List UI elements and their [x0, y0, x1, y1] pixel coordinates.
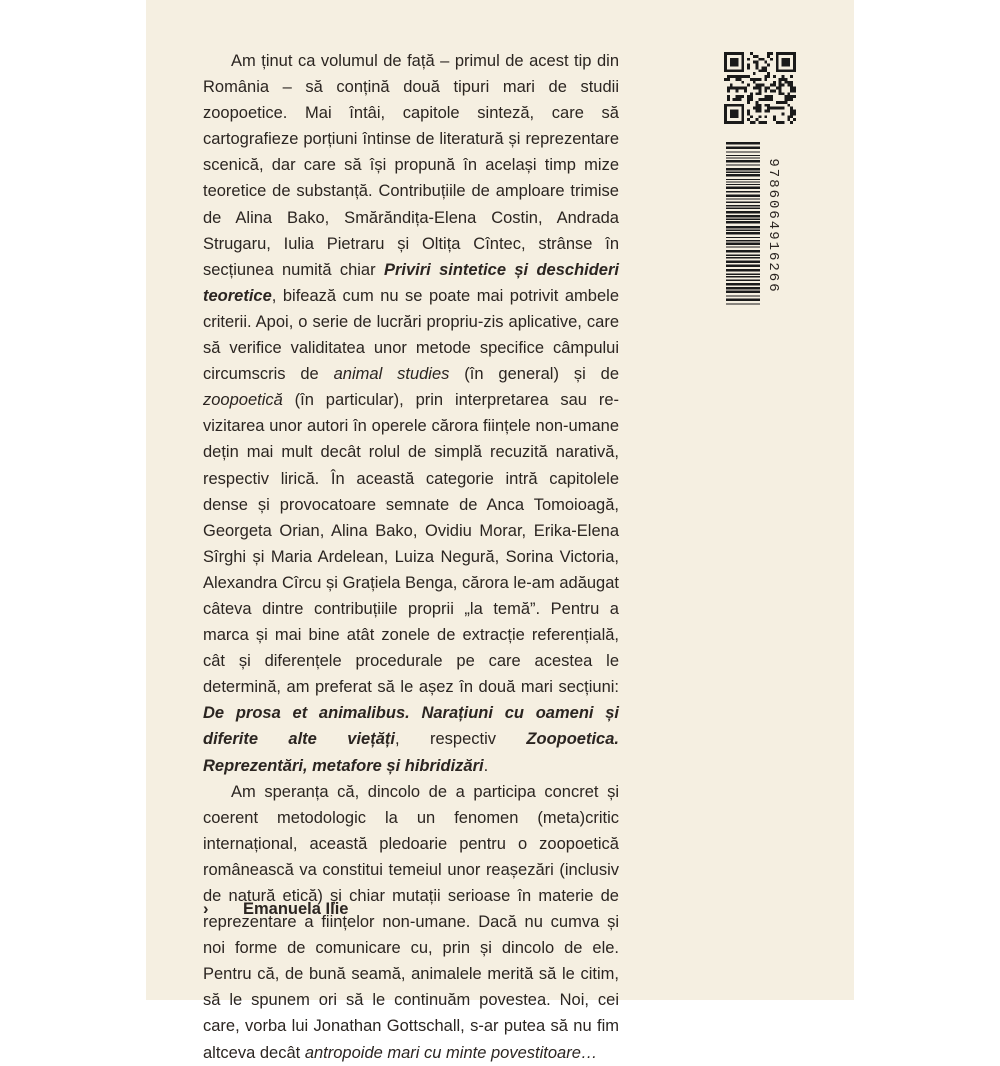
text-segment: animal studies: [333, 365, 450, 384]
text-segment: , bifează cum nu se poate mai potrivit ambele criterii. Apoi, o serie de lucrări propriu-zis aplicative, care să verifice validitatea unor metode specifice câmpului circumscris de: [203, 286, 619, 384]
text-segment: .: [483, 756, 489, 775]
text-segment: (în particular), prin interpretarea sau re-vizitarea unor autori în operele cărora ființele non-umane dețin mai mult decât rolul de simplă recuzită narativă, respectiv lirică. În această categorie intră capitolele dense și provocatoare semnate de Anca Tomoioagă, Georgeta Orian, Alina Bako, Ovidiu Morar, Erika-Elena Sîrghi și Maria Ardelean, Luiza Negură, Sorina Victoria, Alexandra Cîrcu și Grațiela Benga, cărora le-am adăugat câteva dintre contribuțiile proprii „la temă”. Pentru a marca și mai bine atât zonele de extracție referențială, cât și diferențele procedurale pe care acestea le determină, am preferat să le așez în două mari secțiuni:: [203, 391, 619, 697]
text-segment: zoopoetică: [203, 391, 283, 410]
author-signature: [203, 900, 348, 919]
author-name: Emanuela Ilie: [243, 900, 349, 918]
text-segment: De prosa et animalibus. Narațiuni cu oameni și diferite alte viețăți: [203, 704, 619, 749]
text-segment: Zoopoetica. Reprezentări, metafore și hibridizări: [203, 730, 619, 775]
arrow-marker: ›: [203, 900, 209, 918]
text-segment: (în general) și de: [449, 365, 620, 384]
text-segment: , respectiv: [394, 730, 527, 749]
qr-code-icon: [724, 52, 796, 124]
back-cover: [146, 0, 854, 1062]
text-segment: Priviri sintetice și deschideri teoretice: [203, 260, 619, 305]
text-segment: Am speranța că, dincolo de a participa concret și coerent metodologic la un fenomen (meta)critic internațional, această pledoarie pentru o zoopoetică românească va constitui temeiul unor reașezări (inclusiv de natură etică) și chiar mutații serioase în materie de reprezentare a ființelor non-umane. Dacă nu cumva și noi forme de comunicare cu, prin și dincolo de ele. Pentru că, de bună seamă, animalele merită să le citim, să le spunem ori să le continuăm povestea. Noi, cei care, vorba lui Jonathan Gottschall, s-ar putea să nu fim altceva decât: [203, 782, 619, 1062]
paragraph-1: [203, 48, 619, 779]
text-segment: Am ținut ca volumul de față – primul de acest tip din România – să conțină două tipuri mari de studii zoopoetice. Mai întâi, capitole sinteză, care să cartografieze porțiuni întinse de literatură și reprezentare scenică, dar care să își propună în același timp mize teoretice de substanță. Contribuțiile de amploare trimise de Alina Bako, Smărăndița-Elena Costin, Andrada Strugaru, Iulia Pietraru și Oltița Cîntec, strânse în secțiunea numită chiar: [203, 52, 619, 279]
paragraph-2: [203, 779, 619, 1066]
isbn-number: 9786064916266: [765, 158, 781, 294]
text-segment: antropoide mari cu minte povestitoare…: [304, 1043, 598, 1062]
